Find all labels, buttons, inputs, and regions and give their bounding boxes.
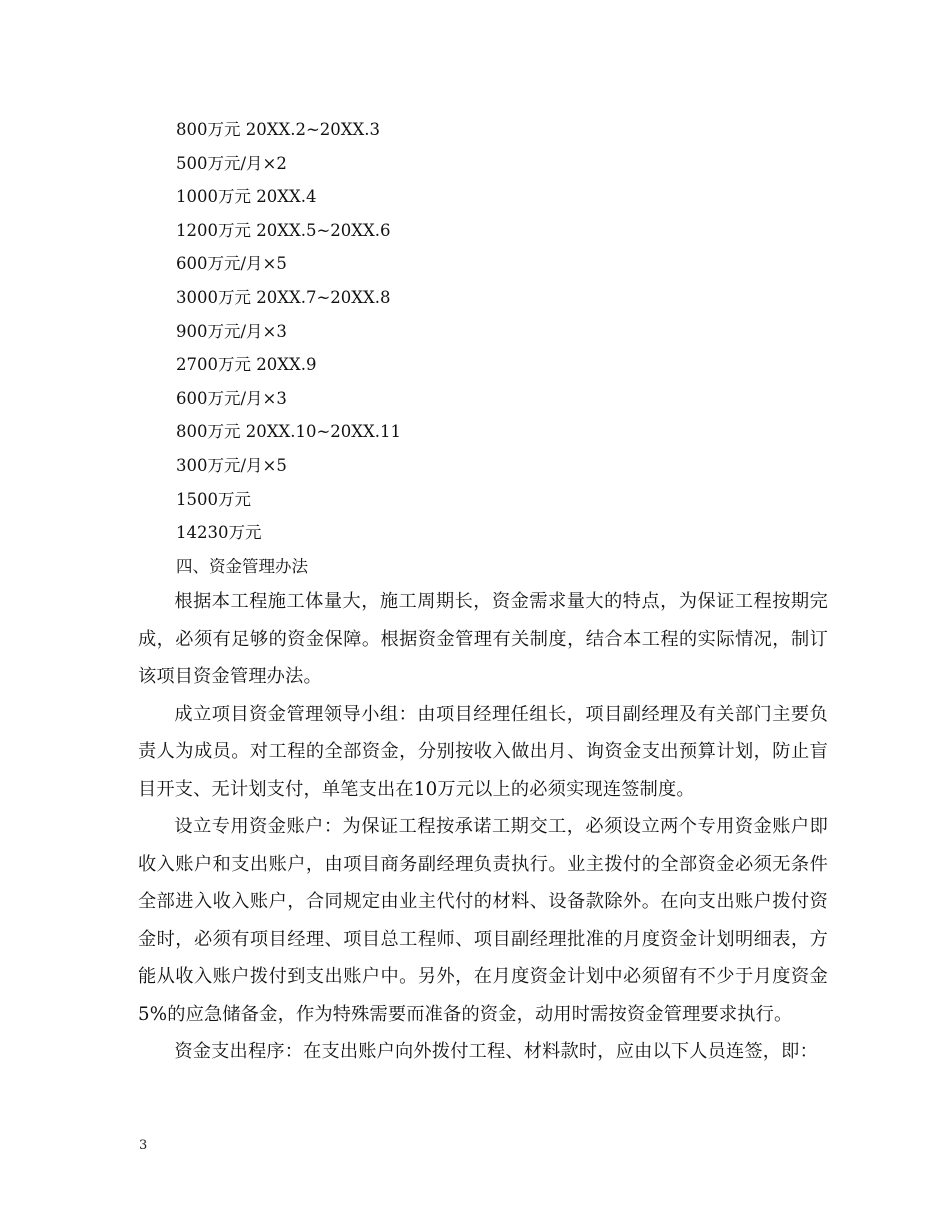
- schedule-total-line: 14230万元: [176, 523, 262, 543]
- page-number: 3: [139, 1138, 148, 1153]
- schedule-line: 300万元/月×5: [176, 455, 287, 475]
- paragraph-dedicated-accounts: 设立专用资金账户：为保证工程按承诺工期交工，必须设立两个专用资金账户即收入账户和支出账户，由项目商务副经理负责执行。业主拨付的全部资金必须无条件全部进入收入账户，合同规定由业主代付的材料、设备款除外。在向支出账户拨付资金时，必须有项目经理、项目总工程师、项目副经理批准的月度资金计划明细表，方能从收入账户拨付到支出账户中。另外，在月度资金计划中必须留有不少于月度资金5%的应急储备金，作为特殊需要而准备的资金，动用时需按资金管理要求执行。: [138, 816, 828, 1025]
- paragraph-intro: 根据本工程施工体量大，施工周期长，资金需求量大的特点，为保证工程按期完成，必须有足够的资金保障。根据资金管理有关制度，结合本工程的实际情况，制订该项目资金管理办法。: [138, 591, 828, 688]
- schedule-line: 800万元 20XX.2~20XX.3: [176, 120, 381, 139]
- schedule-line: 1000万元 20XX.4: [176, 187, 317, 207]
- fund-schedule-list: [138, 113, 828, 550]
- section-heading: 四、资金管理办法: [176, 556, 308, 576]
- schedule-line: 3000万元 20XX.7~20XX.8: [176, 287, 391, 307]
- schedule-line: 1200万元 20XX.5~20XX.6: [176, 220, 391, 240]
- paragraph-expenditure-procedure: 资金支出程序：在支出账户向外拨付工程、材料款时，应由以下人员连签，即：: [174, 1041, 818, 1063]
- schedule-line: 500万元/月×2: [176, 153, 287, 173]
- page-content: [138, 113, 828, 1071]
- schedule-line: 1500万元: [176, 489, 251, 509]
- schedule-line: 600万元/月×5: [176, 254, 287, 274]
- schedule-line: 900万元/月×3: [176, 321, 287, 341]
- schedule-line: 2700万元 20XX.9: [176, 355, 317, 375]
- schedule-line: 800万元 20XX.10~20XX.11: [176, 422, 402, 442]
- paragraph-leadership-group: 成立项目资金管理领导小组：由项目经理任组长，项目副经理及有关部门主要负责人为成员。对工程的全部资金，分别按收入做出月、询资金支出预算计划，防止盲目开支、无计划支付，单笔支出在10万元以上的必须实现连签制度。: [138, 703, 828, 800]
- schedule-line: 600万元/月×3: [176, 388, 287, 408]
